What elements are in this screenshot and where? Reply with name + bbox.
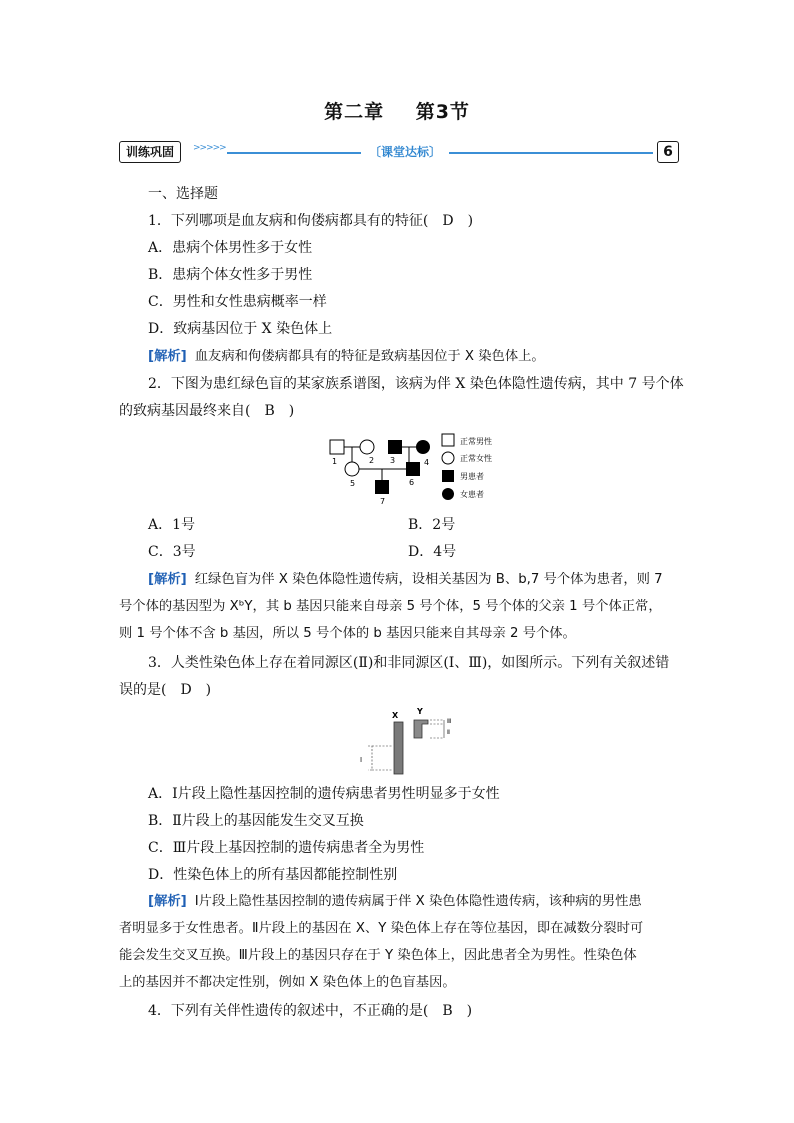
part-title: 一、选择题 <box>148 186 218 202</box>
q3-option-c: C．Ⅲ片段上基因控制的遗传病患者全为男性 <box>148 840 425 856</box>
individual-6-affected-male <box>406 462 420 476</box>
q3-analysis-line1 <box>148 892 642 912</box>
individual-1-normal-male <box>330 440 344 454</box>
label-4: 4 <box>424 458 430 467</box>
q3-analysis-text-1: Ⅰ片段上隐性基因控制的遗传病属于伴 X 染色体隐性遗传病，该种病的男性患 <box>194 894 642 909</box>
q2-analysis-text-1: 红绿色盲为伴 X 染色体隐性遗传病，设相关基因为 B、b,7 号个体为患者，则 7 <box>194 572 663 587</box>
q1-option-b: B．患病个体女性多于男性 <box>148 267 313 283</box>
q2-option-b: B．2号 <box>408 517 456 533</box>
q2-stem-line2: 的致病基因最终来自( B ) <box>119 403 295 419</box>
individual-2-normal-female <box>360 440 374 454</box>
label-5: 5 <box>350 479 356 488</box>
analysis-tag: [解析] <box>148 349 187 364</box>
q3-option-d: D．性染色体上的所有基因都能控制性别 <box>148 867 398 883</box>
individual-4-affected-female <box>416 440 430 454</box>
banner-number: 6 <box>657 141 679 163</box>
banner-arrows: >>>>> <box>193 143 226 153</box>
banner-left-tag: 训练巩固 <box>119 141 181 163</box>
q1-option-c: C．男性和女性患病概率一样 <box>148 294 327 310</box>
page-title <box>0 97 794 124</box>
q2-stem-line1: 2．下图为患红绿色盲的某家族系谱图，该病为伴 X 染色体隐性遗传病，其中 7 号个体 <box>148 376 684 392</box>
y-chromosome <box>414 720 428 738</box>
q3-option-a: A．Ⅰ片段上隐性基因控制的遗传病患者男性明显多于女性 <box>148 786 500 802</box>
label-2: 2 <box>369 456 375 465</box>
q1-option-d: D．致病基因位于 X 染色体上 <box>148 321 333 337</box>
legend-affected-male-icon <box>442 470 454 482</box>
label-3: 3 <box>390 456 396 465</box>
analysis-tag: [解析] <box>148 894 187 909</box>
individual-7-affected-male <box>375 480 389 494</box>
q2-option-d: D．4号 <box>408 544 457 560</box>
q2-analysis-line3: 则 1 号个体不含 b 基因，所以 5 号个体的 b 基因只能来自其母亲 2 号个体。 <box>119 626 576 641</box>
q3-stem-line2: 误的是( D ) <box>119 682 212 698</box>
banner-center-label: 〔课堂达标〕 <box>361 142 449 162</box>
legend-normal-male: 正常男性 <box>460 437 492 446</box>
q2-option-c: C．3号 <box>148 544 196 560</box>
label-6: 6 <box>409 478 415 487</box>
q1-option-a: A．患病个体男性多于女性 <box>148 240 313 256</box>
q2-analysis-line1 <box>148 570 663 590</box>
q1-stem: 1．下列哪项是血友病和佝偻病都具有的特征( D ) <box>148 213 474 229</box>
q2-option-a: A．1号 <box>148 517 196 533</box>
q3-analysis-line3: 能会发生交叉互换。Ⅲ片段上的基因只存在于 Y 染色体上，因此患者全为男性。性染色体 <box>119 948 637 963</box>
label-1: 1 <box>332 457 338 466</box>
q3-analysis-line4: 上的基因并不都决定性别，例如 X 染色体上的色盲基因。 <box>119 975 456 990</box>
x-chromosome <box>394 722 403 774</box>
individual-5-normal-female <box>345 462 359 476</box>
region-i-label: Ⅰ <box>360 756 363 764</box>
pedigree-chart <box>324 432 514 508</box>
q3-analysis-line2: 者明显多于女性患者。Ⅱ片段上的基因在 X、Y 染色体上存在等位基因，即在减数分裂时可 <box>119 921 644 936</box>
legend-normal-male-icon <box>442 434 454 446</box>
q1-analysis-text: 血友病和佝偻病都具有的特征是致病基因位于 X 染色体上。 <box>194 349 545 364</box>
q3-option-b: B．Ⅱ片段上的基因能发生交叉互换 <box>148 813 364 829</box>
individual-3-affected-male <box>388 440 402 454</box>
y-chromosome-label: Y <box>417 708 423 716</box>
chapter-title: 第二章 <box>324 101 385 123</box>
section-title: 第3节 <box>415 101 470 123</box>
label-7: 7 <box>380 497 386 506</box>
q4-stem: 4．下列有关伴性遗传的叙述中，不正确的是( B ) <box>148 1003 473 1019</box>
sex-chromosome-diagram <box>356 708 466 778</box>
analysis-tag: [解析] <box>148 572 187 587</box>
x-chromosome-label: X <box>392 711 399 720</box>
legend-affected-male: 男患者 <box>460 472 484 481</box>
region-iii-label: Ⅲ <box>447 718 452 725</box>
region-ii-label: Ⅱ <box>447 729 450 736</box>
legend-affected-female: 女患者 <box>460 490 484 499</box>
legend-normal-female-icon <box>442 452 454 464</box>
q3-stem-line1: 3．人类性染色体上存在着同源区(Ⅱ)和非同源区(Ⅰ、Ⅲ)，如图所示。下列有关叙述错 <box>148 655 670 671</box>
legend-normal-female: 正常女性 <box>460 454 492 463</box>
section-banner <box>119 141 679 163</box>
q2-analysis-line2: 号个体的基因型为 XᵇY，其 b 基因只能来自母亲 5 号个体，5 号个体的父亲 1 号个体正常， <box>119 599 662 614</box>
q1-analysis <box>148 347 545 367</box>
legend-affected-female-icon <box>442 488 454 500</box>
